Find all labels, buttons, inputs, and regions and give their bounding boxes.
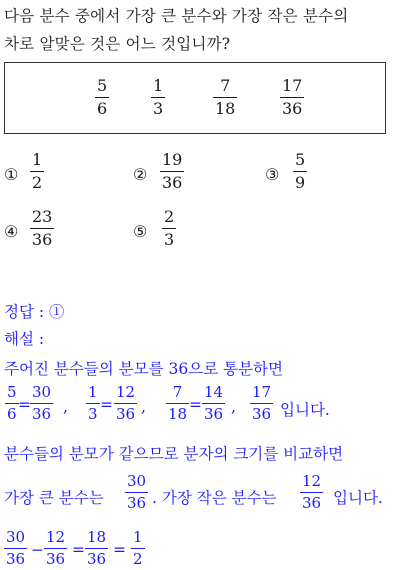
- choice-5-label[interactable]: ⑤: [133, 222, 148, 241]
- choice-1-fraction[interactable]: 1 2: [32, 150, 43, 192]
- choice-3-fraction[interactable]: 5 9: [295, 150, 306, 192]
- fraction-box: [4, 62, 386, 134]
- choice-2-fraction[interactable]: 19 36: [162, 150, 183, 192]
- conv-1-comma: ,: [63, 398, 68, 416]
- answer-label: 정답 :: [4, 303, 45, 321]
- choice-2-label[interactable]: ②: [133, 165, 148, 184]
- conv-1-eq: =: [18, 396, 31, 414]
- line4-min-fraction: 12 36: [302, 472, 322, 512]
- line4-max-fraction: 30 36: [127, 472, 147, 512]
- answer-line: [4, 300, 65, 322]
- choice-1-label[interactable]: ①: [4, 165, 19, 184]
- explanation-line-1: 주어진 분수들의 분모를 36으로 통분하면: [4, 360, 284, 378]
- conv-2-a: 1 3: [88, 383, 98, 423]
- choice-4-fraction[interactable]: 23 36: [32, 207, 53, 249]
- conv-2-comma: ,: [141, 398, 146, 416]
- question-line-1: 다음 분수 중에서 가장 큰 분수와 가장 작은 분수의: [4, 7, 349, 25]
- final-eq-2: =: [113, 541, 126, 559]
- box-fraction-4: 17 36: [282, 76, 303, 118]
- conv-1-b: 30 36: [32, 383, 52, 423]
- conv-3-a: 7 18: [168, 383, 188, 423]
- final-f4: 1 2: [133, 528, 143, 568]
- choice-4-label[interactable]: ④: [4, 222, 19, 241]
- line4-text-c: 입니다.: [333, 489, 383, 507]
- explanation-line-3: 분수들의 분모가 같으므로 분자의 크기를 비교하면: [4, 445, 344, 463]
- line4-text-a: 가장 큰 분수는: [4, 489, 104, 507]
- conv-4-a: 17 36: [252, 383, 272, 423]
- conv-2-eq: =: [100, 396, 113, 414]
- conv-3-comma: ,: [231, 398, 236, 416]
- question-line-2: 차로 알맞은 것은 어느 것입니까?: [4, 35, 231, 53]
- box-fraction-1: 5 6: [97, 76, 108, 118]
- box-fraction-2: 1 3: [153, 76, 164, 118]
- conv-tail: 입니다.: [280, 401, 330, 419]
- conv-3-b: 14 36: [204, 383, 224, 423]
- conv-2-b: 12 36: [116, 383, 136, 423]
- final-eq-1: =: [72, 541, 85, 559]
- conv-1-a: 5 6: [7, 383, 17, 423]
- final-f2: 12 36: [46, 528, 66, 568]
- answer-value: ①: [49, 303, 65, 321]
- choice-5-fraction[interactable]: 2 3: [164, 207, 175, 249]
- explanation-label: 해설 :: [4, 330, 45, 348]
- line4-text-b: . 가장 작은 분수는: [152, 489, 277, 507]
- choice-3-label[interactable]: ③: [265, 165, 280, 184]
- final-f3: 18 36: [87, 528, 107, 568]
- box-fraction-3: 7 18: [215, 76, 236, 118]
- final-f1: 30 36: [6, 528, 26, 568]
- final-minus: −: [31, 541, 44, 559]
- conv-3-eq: =: [189, 396, 202, 414]
